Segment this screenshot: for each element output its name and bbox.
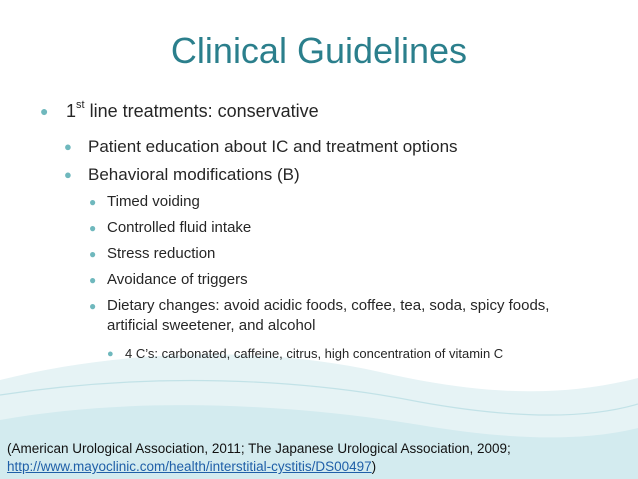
bullet-icon: ● [89, 221, 97, 235]
bullet-four-cs [107, 345, 503, 363]
bullet-text: 1st line treatments: conservative [66, 99, 319, 121]
bullet-stress-reduction [89, 244, 592, 264]
slide-title: Clinical Guidelines [170, 30, 468, 71]
bullet-icon: ● [89, 299, 97, 313]
bullet-timed-voiding [89, 192, 592, 212]
bullet-first-line-treatments [40, 99, 319, 123]
reference-link-line [7, 458, 637, 476]
bullet-text: Behavioral modifications (B) [88, 165, 300, 184]
bullet-behavioral-modifications [64, 164, 300, 186]
bullet-icon: ● [89, 247, 97, 261]
bullet-text: Avoidance of triggers [107, 271, 248, 288]
reference-citation [7, 440, 637, 476]
bullet-icon: ● [64, 167, 72, 182]
mayoclinic-link[interactable]: http://www.mayoclinic.com/health/interstitial-cystitis/DS00497 [7, 459, 372, 474]
bullet-text: 4 C’s: carbonated, caffeine, citrus, high concentration of vitamin C [125, 346, 504, 361]
bullet-controlled-fluid-intake [89, 218, 592, 238]
bullet-patient-education [64, 136, 458, 158]
bullet-avoidance-of-triggers [89, 270, 592, 290]
bullet-icon: ● [40, 103, 49, 119]
reference-text: (American Urological Association, 2011; The Japanese Urological Association, 2009; [7, 441, 511, 456]
bullet-text: Stress reduction [107, 245, 216, 262]
bullet-icon: ● [89, 195, 97, 209]
bullet-dietary-changes [89, 296, 592, 336]
bullet-icon: ● [64, 139, 72, 154]
bullet-text: Dietary changes: avoid acidic foods, coffee, tea, soda, spicy foods, artificial sweetener, and alcohol [107, 297, 550, 334]
bullet-icon: ● [89, 273, 97, 287]
bullet-icon: ● [107, 348, 114, 360]
bullet-text: Controlled fluid intake [107, 219, 252, 236]
bullet-text: Patient education about IC and treatment options [88, 137, 458, 156]
reference-suffix: ) [371, 459, 377, 474]
bullet-text: Timed voiding [107, 193, 200, 210]
